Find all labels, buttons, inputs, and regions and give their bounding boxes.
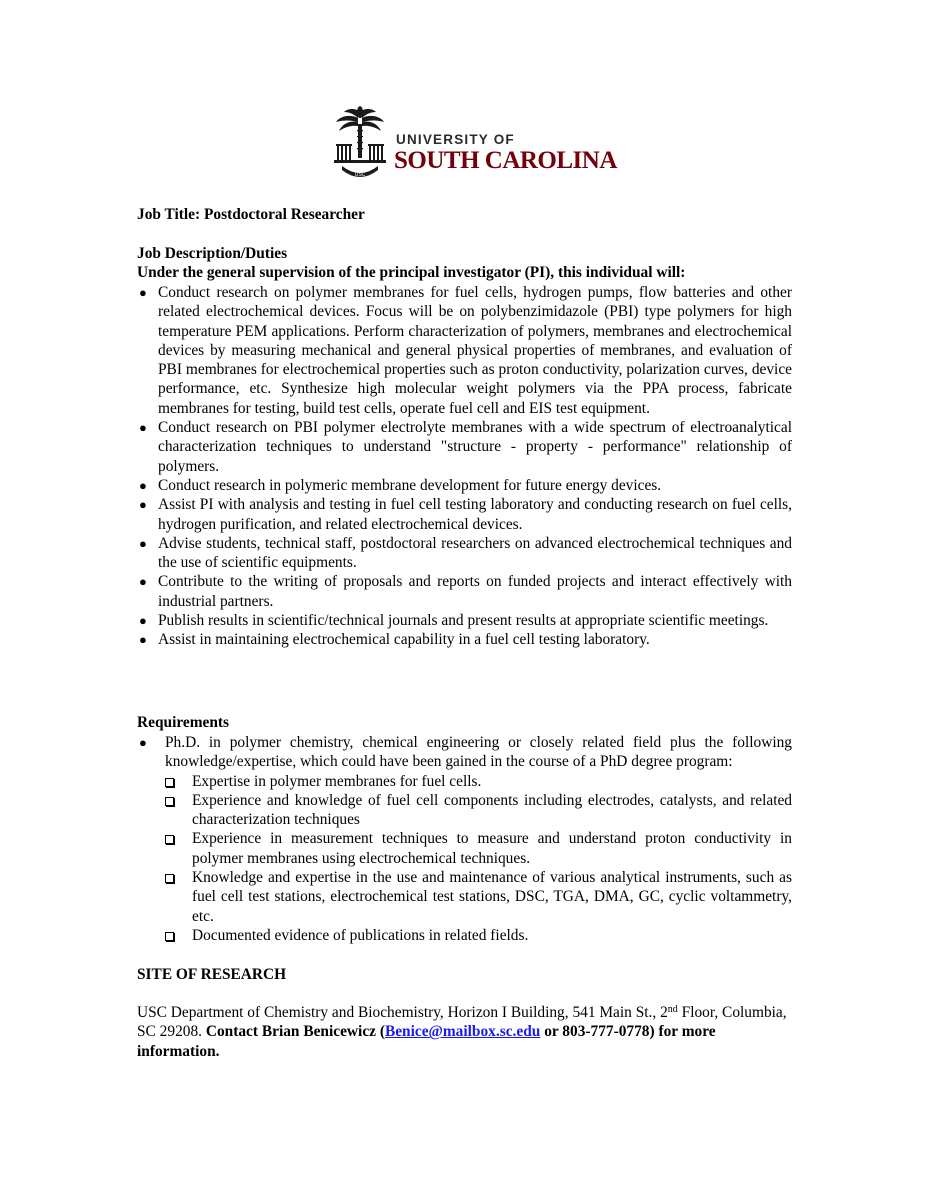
requirement-sub-item — [137, 829, 792, 868]
description-heading: Job Description/Duties — [137, 245, 288, 262]
checkbox-bullet-icon — [165, 874, 174, 883]
duty-item — [137, 534, 792, 573]
bullet-icon: ● — [139, 285, 147, 300]
contact-prefix: Contact Brian Benicewicz ( — [205, 1023, 385, 1041]
checkbox-bullet-icon — [165, 835, 174, 844]
duty-item — [137, 476, 792, 495]
requirement-sub-text: Documented evidence of publications in related fields. — [192, 926, 529, 944]
requirement-main-text: Ph.D. in polymer chemistry, chemical engineering or closely related field plus the following knowledge/expertise, which could have been gained in the course of a PhD degree program: — [165, 734, 792, 771]
site-paragraph — [137, 1003, 792, 1061]
seal-text: USC — [354, 172, 366, 178]
bullet-icon: ● — [139, 535, 147, 551]
requirement-sub-item — [137, 772, 792, 791]
bullet-icon: ● — [139, 477, 147, 493]
duty-item — [137, 495, 792, 534]
duty-item — [137, 572, 792, 611]
requirements-heading: Requirements — [137, 714, 230, 731]
site-address-2: Floor, Columbia, SC 29208. — [137, 1004, 787, 1041]
duty-item — [137, 611, 792, 630]
requirement-main — [137, 733, 792, 772]
job-title: Job Title: Postdoctoral Researcher — [137, 206, 365, 223]
requirement-sub-text: Experience and knowledge of fuel cell components including electrodes, catalysts, and related characterization techniques — [192, 791, 792, 829]
duty-text: Conduct research on polymer membranes for fuel cells, hydrogen pumps, flow batteries and other related electrochemical devices. Focus will be on polybenzimidazole (PBI) type polymers for high temperature PEM applications. Perform characterization of polymers, membranes and electrochemical devices by measuring mechanical and general physical properties of membranes, and evaluation of PBI membranes for electrochemical properties such as proton conductivity, polarization curves, device performance, etc. Synthesize high molecular weight polymers via the PPA process, fabricate membranes for testing, build test cells, operate fuel cell and EIS test equipment. — [158, 284, 792, 417]
checkbox-bullet-icon — [165, 932, 174, 941]
floor-superscript: nd — [667, 1004, 678, 1015]
logo-line-1: UNIVERSITY OF — [396, 132, 515, 147]
palmetto-seal-icon — [330, 106, 390, 186]
site-heading: SITE OF RESEARCH — [137, 966, 287, 983]
duty-text: Publish results in scientific/technical journals and present results at appropriate scientific meetings. — [158, 612, 769, 630]
duty-text: Assist in maintaining electrochemical capability in a fuel cell testing laboratory. — [158, 631, 650, 649]
duty-text: Assist PI with analysis and testing in fuel cell testing laboratory and conducting research on fuel cells, hydrogen purification, and related electrochemical devices. — [158, 496, 792, 533]
university-logo — [330, 106, 617, 186]
bullet-icon: ● — [139, 632, 147, 648]
duty-item — [137, 283, 792, 418]
bullet-icon: ● — [139, 735, 147, 750]
requirement-sub-item — [137, 926, 792, 945]
site-address-1: USC Department of Chemistry and Biochemistry, Horizon I Building, 541 Main St., 2 — [137, 1004, 668, 1021]
checkbox-bullet-icon — [165, 778, 174, 787]
duty-text: Conduct research in polymeric membrane development for future energy devices. — [158, 476, 662, 494]
bullet-icon: ● — [139, 574, 147, 590]
requirement-sub-item — [137, 791, 792, 830]
requirements-block — [137, 733, 792, 945]
duty-text: Advise students, technical staff, postdoctoral researchers on advanced electrochemical techniques and the use of scientific equipments. — [158, 534, 792, 572]
duty-item — [137, 418, 792, 476]
contact-email-link[interactable]: Benice@mailbox.sc.edu — [384, 1023, 541, 1041]
duty-text: Contribute to the writing of proposals and reports on funded projects and interact effectively with industrial partners. — [158, 573, 792, 610]
requirement-sub-item — [137, 868, 792, 926]
duty-text: Conduct research on PBI polymer electrolyte membranes with a wide spectrum of electroanalytical characterization techniques to understand "structure - property - performance" relationship of polymers. — [158, 419, 792, 475]
requirement-sub-text: Knowledge and expertise in the use and maintenance of various analytical instruments, such as fuel cell test stations, electrochemical test stations, DSC, TGA, DMA, GC, cyclic voltammetry, etc. — [192, 869, 792, 925]
contact-suffix: or 803-777-0778) for more information. — [137, 1023, 716, 1060]
bullet-icon: ● — [139, 420, 147, 436]
duty-item — [137, 630, 792, 649]
checkbox-bullet-icon — [165, 797, 174, 806]
bullet-icon: ● — [139, 613, 147, 629]
requirement-sub-text: Experience in measurement techniques to measure and understand proton conductivity in polymer membranes using electrochemical techniques. — [192, 830, 792, 867]
description-intro: Under the general supervision of the principal investigator (PI), this individual will: — [137, 264, 686, 281]
bullet-icon: ● — [139, 497, 147, 513]
requirement-sub-text: Expertise in polymer membranes for fuel cells. — [192, 772, 482, 790]
duties-list — [137, 283, 792, 650]
logo-line-2: SOUTH CAROLINA — [394, 147, 617, 174]
